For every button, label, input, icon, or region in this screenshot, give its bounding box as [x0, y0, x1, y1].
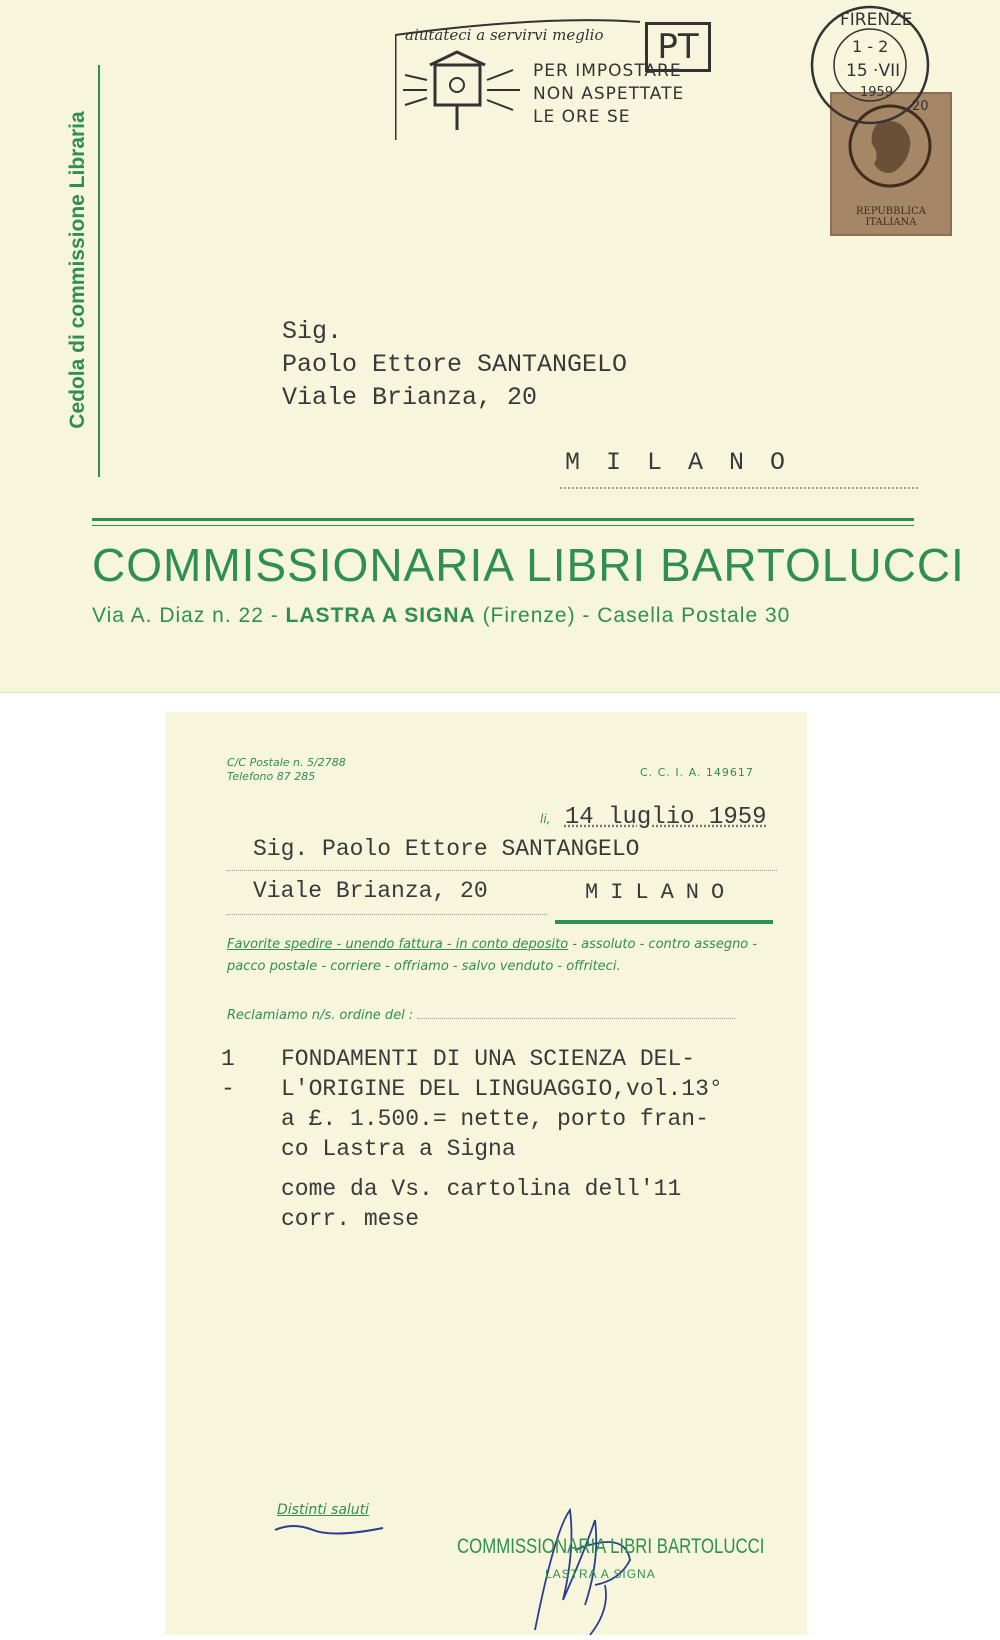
address-suffix: (Firenze) - Casella Postale 30: [482, 604, 791, 627]
reclamiamo-label: Reclamiamo n/s. ordine del :: [227, 1008, 414, 1023]
address-prefix: Via A. Diaz n. 22 -: [92, 604, 279, 627]
instructions-rest: - assoluto - contro assegno - pacco postale - corriere - offriamo - salvo venduto - offriteci.: [227, 937, 758, 974]
dotted-line: [417, 1018, 735, 1019]
ccia-number: C. C. I. A. 149617: [640, 766, 754, 779]
slogan-line: PER IMPOSTARE: [533, 61, 682, 81]
cancellation-postmark: [800, 0, 960, 130]
stamp-country: REPUBBLICA ITALIANA: [856, 206, 926, 228]
instructions-underlined: Favorite spedire - unendo fattura - in conto deposito: [227, 937, 569, 952]
recipient-street: Viale Brianza, 20: [282, 383, 538, 412]
divider: [555, 920, 773, 924]
dotted-line: [560, 487, 918, 489]
slogan-line: NON ASPETTATE: [533, 84, 685, 104]
postcard-back: [165, 712, 807, 1635]
back-recipient: Sig. Paolo Ettore SANTANGELO: [253, 836, 640, 862]
postal-account: C/C Postale n. 5/2788: [227, 756, 346, 769]
order-instructions: [227, 934, 772, 978]
postmark-city: FIRENZE: [840, 10, 913, 30]
side-rule: [98, 65, 100, 477]
back-city: MILANO: [585, 880, 737, 905]
slogan-postmark: [395, 10, 715, 140]
date-value: 14 luglio 1959: [564, 804, 767, 831]
recipient-city: MILANO: [565, 448, 812, 477]
closing-greeting: Distinti saluti: [277, 1502, 370, 1518]
postcard-front: [0, 0, 1000, 693]
divider: [92, 518, 914, 521]
company-address: [92, 604, 922, 628]
recipient-salutation: Sig.: [282, 317, 343, 346]
telephone: Telefono 87 285: [227, 770, 316, 783]
postmark-year: 1959: [860, 85, 894, 100]
company-name: COMMISSIONARIA LIBRI BARTOLUCCI: [92, 539, 965, 591]
slogan-line: LE ORE SE: [533, 107, 631, 127]
dotted-line: [227, 914, 547, 915]
sender-contacts: [227, 756, 346, 784]
back-street: Viale Brianza, 20: [253, 878, 488, 904]
reclamiamo-line: [227, 1007, 735, 1025]
signature-company: COMMISSIONARIA LIBRI BARTOLUCCI: [457, 1535, 765, 1558]
stamp-value: 20: [912, 99, 929, 114]
pt-logo: PT: [645, 22, 711, 72]
divider: [92, 525, 914, 526]
order-qty: 1 -: [221, 1046, 235, 1102]
dotted-line: [227, 870, 777, 871]
slogan-lines: [533, 60, 684, 129]
side-label: Cedola di commissione Libraria: [66, 111, 89, 429]
signature-city: LASTRA A SIGNA: [545, 1567, 656, 1581]
recipient-name: Paolo Ettore SANTANGELO: [282, 350, 628, 379]
recipient-address: [282, 315, 627, 414]
signature-icon: [515, 1490, 665, 1640]
order-text: FONDAMENTI DI UNA SCIENZA DEL- L'ORIGINE DEL LINGUAGGIO,vol.13° a £. 1.500.= nette, porto fran- co Lastra a Signa: [281, 1046, 723, 1162]
postmark-time: 1 - 2: [852, 37, 889, 56]
order-note: come da Vs. cartolina dell'11 corr. mese: [281, 1176, 682, 1232]
postmark-circle-icon: [800, 0, 960, 130]
letter-date: [540, 804, 767, 831]
flourish-icon: [273, 1520, 393, 1536]
postmark-date: 15 ·VII: [846, 61, 901, 81]
date-prefix: li,: [540, 812, 551, 826]
slogan-text: aiutateci a servirvi meglio: [405, 26, 604, 44]
address-town: LASTRA A SIGNA: [285, 604, 476, 627]
